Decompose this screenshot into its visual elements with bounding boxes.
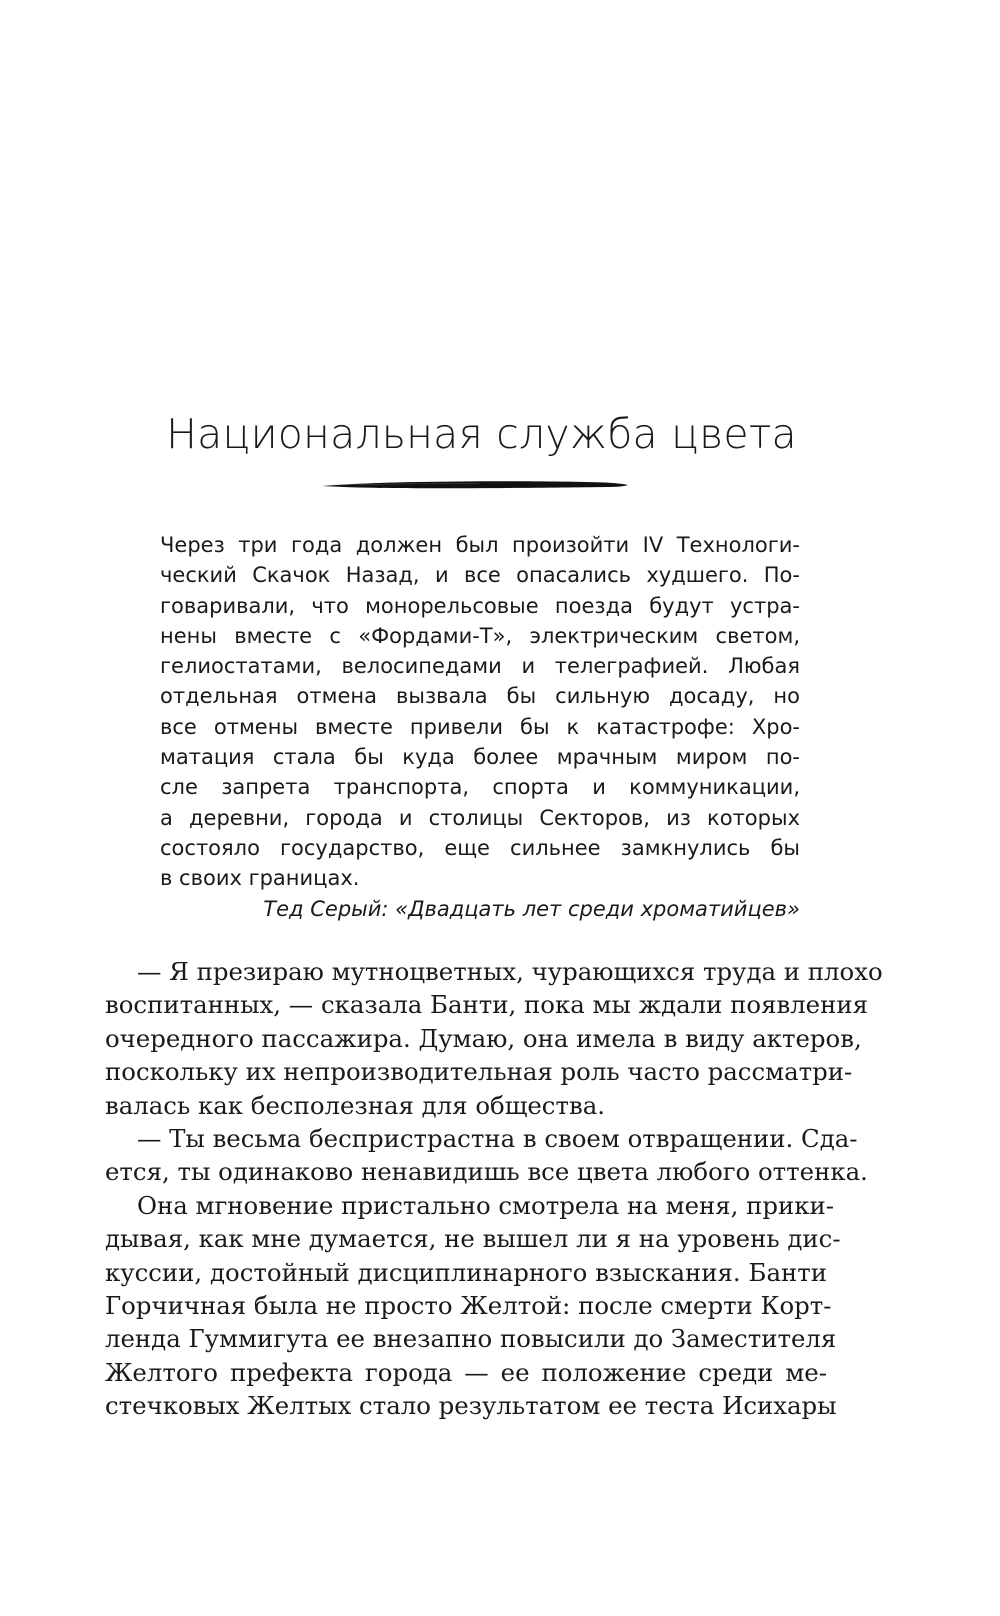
epigraph-line: матация стала бы куда более мрачным миром по- <box>160 745 800 770</box>
body-line: поскольку их непроизводительная роль часто рассматри- <box>105 1057 853 1087</box>
epigraph-line: состояло государство, еще сильнее замкнулись бы <box>160 835 800 860</box>
epigraph-line: гелиостатами, велосипедами и телеграфией. Любая <box>160 654 800 679</box>
epigraph-attribution: Тед Серый: «Двадцать лет среди хроматийцев» <box>263 896 800 921</box>
body-text <box>105 955 883 1423</box>
epigraph-line: сле запрета транспорта, спорта и коммуникации, <box>160 775 800 800</box>
body-line: валась как бесполезная для общества. <box>105 1090 605 1120</box>
epigraph-line: Через три года должен был произойти IV Технологи- <box>160 533 800 557</box>
body-line: Она мгновение пристально смотрела на меня, прики- <box>137 1190 835 1220</box>
body-line: ется, ты одинаково ненавидишь все цвета любого оттенка. <box>105 1157 868 1187</box>
epigraph <box>160 530 800 924</box>
body-line: — Ты весьма беспристрастна в своем отвращении. Сда- <box>137 1124 858 1154</box>
epigraph-line: а деревни, города и столицы Секторов, из которых <box>160 805 800 830</box>
epigraph-line: нены вместе с «Фордами-Т», электрическим светом, <box>160 623 800 648</box>
body-line: стечковых Желтых стало результатом ее теста Исихары <box>105 1391 837 1421</box>
epigraph-line: все отмены вместе привели бы к катастрофе: Хро- <box>160 714 800 739</box>
epigraph-line: в своих границах. <box>160 866 360 891</box>
body-line: ленда Гуммигута ее внезапно повысили до Заместителя <box>105 1324 837 1354</box>
body-line: дывая, как мне думается, не вышел ли я на уровень дис- <box>105 1224 841 1254</box>
epigraph-line: говаривали, что монорельсовые поезда будут устра- <box>160 593 800 618</box>
epigraph-line: отдельная отмена вызвала бы сильную досаду, но <box>160 684 800 709</box>
body-line: Желтого префекта города — ее положение среди ме- <box>105 1357 827 1387</box>
chapter-title: Национальная служба цвета <box>166 410 797 458</box>
brush-stroke-divider <box>320 474 630 496</box>
epigraph-line: ческий Скачок Назад, и все опасались худшего. По- <box>160 563 800 588</box>
body-line: — Я презираю мутноцветных, чурающихся труда и плохо <box>137 957 883 986</box>
body-line: куссии, достойный дисциплинарного взыскания. Банти <box>105 1257 827 1287</box>
body-line: очередного пассажира. Думаю, она имела в виду актеров, <box>105 1023 862 1053</box>
body-line: воспитанных, — сказала Банти, пока мы ждали появления <box>105 990 869 1020</box>
body-line: Горчичная была не просто Желтой: после смерти Корт- <box>105 1291 832 1321</box>
